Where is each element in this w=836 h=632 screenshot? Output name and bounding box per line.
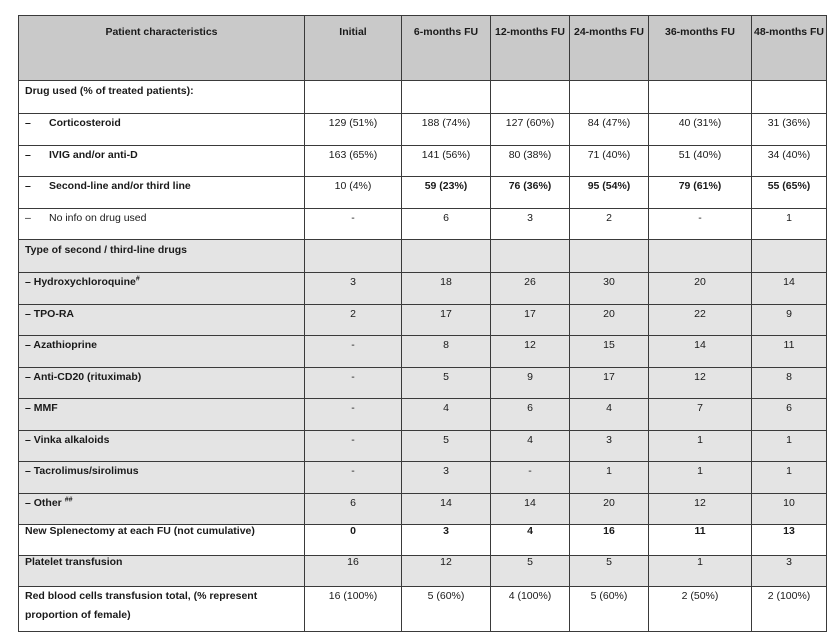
cell: - [305, 399, 402, 431]
cell: 1 [752, 430, 827, 462]
cell: 12 [491, 336, 570, 368]
cell: 1 [752, 208, 827, 240]
cell: 2 [570, 208, 649, 240]
row-label: – Other ## [19, 493, 305, 525]
cell: 40 (31%) [649, 114, 752, 146]
table-row [19, 367, 827, 399]
cell: 6 [752, 399, 827, 431]
cell: 14 [402, 493, 491, 525]
cell: 2 (50%) [649, 587, 752, 632]
cell: 16 [305, 556, 402, 587]
drug-used-title: Drug used (% of treated patients): [19, 81, 305, 114]
cell: - [305, 462, 402, 494]
cell: 3 [570, 430, 649, 462]
row-label: – Second-line and/or third line [19, 177, 305, 209]
cell: 6 [305, 493, 402, 525]
dash-bullet: – [25, 117, 31, 129]
cell: 2 [305, 304, 402, 336]
cell: 7 [649, 399, 752, 431]
table-row [19, 145, 827, 177]
cell: 129 (51%) [305, 114, 402, 146]
cell: 20 [649, 273, 752, 305]
cell: 141 (56%) [402, 145, 491, 177]
cell: 127 (60%) [491, 114, 570, 146]
cell: 4 [491, 430, 570, 462]
row-label: – MMF [19, 399, 305, 431]
cell: 1 [570, 462, 649, 494]
drug-used-section-row [19, 81, 827, 114]
cell: 17 [402, 304, 491, 336]
cell: 13 [752, 525, 827, 556]
cell: 5 [570, 556, 649, 587]
cell: 9 [752, 304, 827, 336]
cell: 3 [491, 208, 570, 240]
cell: 20 [570, 304, 649, 336]
cell: 12 [649, 367, 752, 399]
row-label: – Vinka alkaloids [19, 430, 305, 462]
cell: 163 (65%) [305, 145, 402, 177]
footnote-mark: ## [64, 496, 73, 503]
cell: 84 (47%) [570, 114, 649, 146]
cell: 31 (36%) [752, 114, 827, 146]
dash-bullet: – [25, 148, 31, 161]
cell: 80 (38%) [491, 145, 570, 177]
cell: 4 [491, 525, 570, 556]
cell: 1 [649, 462, 752, 494]
cell: 18 [402, 273, 491, 305]
table-row [19, 336, 827, 368]
cell: 76 (36%) [491, 177, 570, 209]
cell: 5 (60%) [570, 587, 649, 632]
cell: 6 [402, 208, 491, 240]
header-row [19, 16, 827, 81]
cell: 9 [491, 367, 570, 399]
cell: 5 (60%) [402, 587, 491, 632]
cell: - [649, 208, 752, 240]
cell: 34 (40%) [752, 145, 827, 177]
cell: 26 [491, 273, 570, 305]
cell: 5 [402, 430, 491, 462]
platelet-row [19, 556, 827, 587]
header-36-months: 36-months FU [649, 16, 752, 81]
cell: 1 [752, 462, 827, 494]
row-label: – No info on drug used [19, 208, 305, 240]
cell: 14 [752, 273, 827, 305]
table-row [19, 177, 827, 209]
cell: 51 (40%) [649, 145, 752, 177]
cell: 10 (4%) [305, 177, 402, 209]
header-12-months: 12-months FU [491, 16, 570, 81]
row-label: – Tacrolimus/sirolimus [19, 462, 305, 494]
cell: 12 [402, 556, 491, 587]
cell: 16 (100%) [305, 587, 402, 632]
cell: 79 (61%) [649, 177, 752, 209]
cell: 14 [649, 336, 752, 368]
table-row [19, 304, 827, 336]
cell: 10 [752, 493, 827, 525]
cell: - [305, 336, 402, 368]
header-48-months: 48-months FU [752, 16, 827, 81]
cell: 6 [491, 399, 570, 431]
cell: 95 (54%) [570, 177, 649, 209]
table-row [19, 430, 827, 462]
cell: 11 [649, 525, 752, 556]
cell: 12 [649, 493, 752, 525]
cell: 14 [491, 493, 570, 525]
cell: 3 [402, 525, 491, 556]
row-label: – Anti-CD20 (rituximab) [19, 367, 305, 399]
cell: - [305, 367, 402, 399]
table-row [19, 273, 827, 305]
second-third-title: Type of second / third-line drugs [19, 240, 305, 273]
dash-bullet: – [25, 180, 31, 192]
cell: 3 [752, 556, 827, 587]
header-initial: Initial [305, 16, 402, 81]
cell: 4 [402, 399, 491, 431]
cell: 3 [402, 462, 491, 494]
row-label: – TPO-RA [19, 304, 305, 336]
footnote-mark: # [135, 275, 140, 283]
cell: 55 (65%) [752, 177, 827, 209]
cell: 17 [491, 304, 570, 336]
cell: 8 [752, 367, 827, 399]
cell: 1 [649, 430, 752, 462]
row-label: – Corticosteroid [19, 114, 305, 146]
cell: 11 [752, 336, 827, 368]
row-label: Red blood cells transfusion total, (% represent proportion of female) [19, 587, 305, 632]
dash-bullet: – [25, 211, 31, 224]
table-row [19, 399, 827, 431]
splenectomy-row [19, 525, 827, 556]
patient-characteristics-table [18, 15, 827, 632]
header-6-months: 6-months FU [402, 16, 491, 81]
row-label: – Azathioprine [19, 336, 305, 368]
cell: 15 [570, 336, 649, 368]
row-label: – IVIG and/or anti-D [19, 145, 305, 177]
cell: 17 [570, 367, 649, 399]
header-patient-characteristics: Patient characteristics [19, 16, 305, 81]
second-third-section-row [19, 240, 827, 273]
cell: 188 (74%) [402, 114, 491, 146]
cell: 59 (23%) [402, 177, 491, 209]
cell: 8 [402, 336, 491, 368]
cell: 5 [402, 367, 491, 399]
cell: 30 [570, 273, 649, 305]
cell: 71 (40%) [570, 145, 649, 177]
table-row [19, 462, 827, 494]
cell: - [305, 430, 402, 462]
cell: 0 [305, 525, 402, 556]
row-label: – Hydroxychloroquine# [19, 273, 305, 305]
row-label: New Splenectomy at each FU (not cumulative) [19, 525, 305, 556]
cell: 4 [570, 399, 649, 431]
row-label: Platelet transfusion [19, 556, 305, 587]
cell: 3 [305, 273, 402, 305]
cell: 4 (100%) [491, 587, 570, 632]
cell: 2 (100%) [752, 587, 827, 632]
cell: 20 [570, 493, 649, 525]
cell: 16 [570, 525, 649, 556]
cell: 22 [649, 304, 752, 336]
table-row [19, 493, 827, 525]
rbc-row [19, 587, 827, 632]
cell: - [305, 208, 402, 240]
table-row [19, 208, 827, 240]
cell: 1 [649, 556, 752, 587]
table-row [19, 114, 827, 146]
cell: - [491, 462, 570, 494]
header-24-months: 24-months FU [570, 16, 649, 81]
cell: 5 [491, 556, 570, 587]
